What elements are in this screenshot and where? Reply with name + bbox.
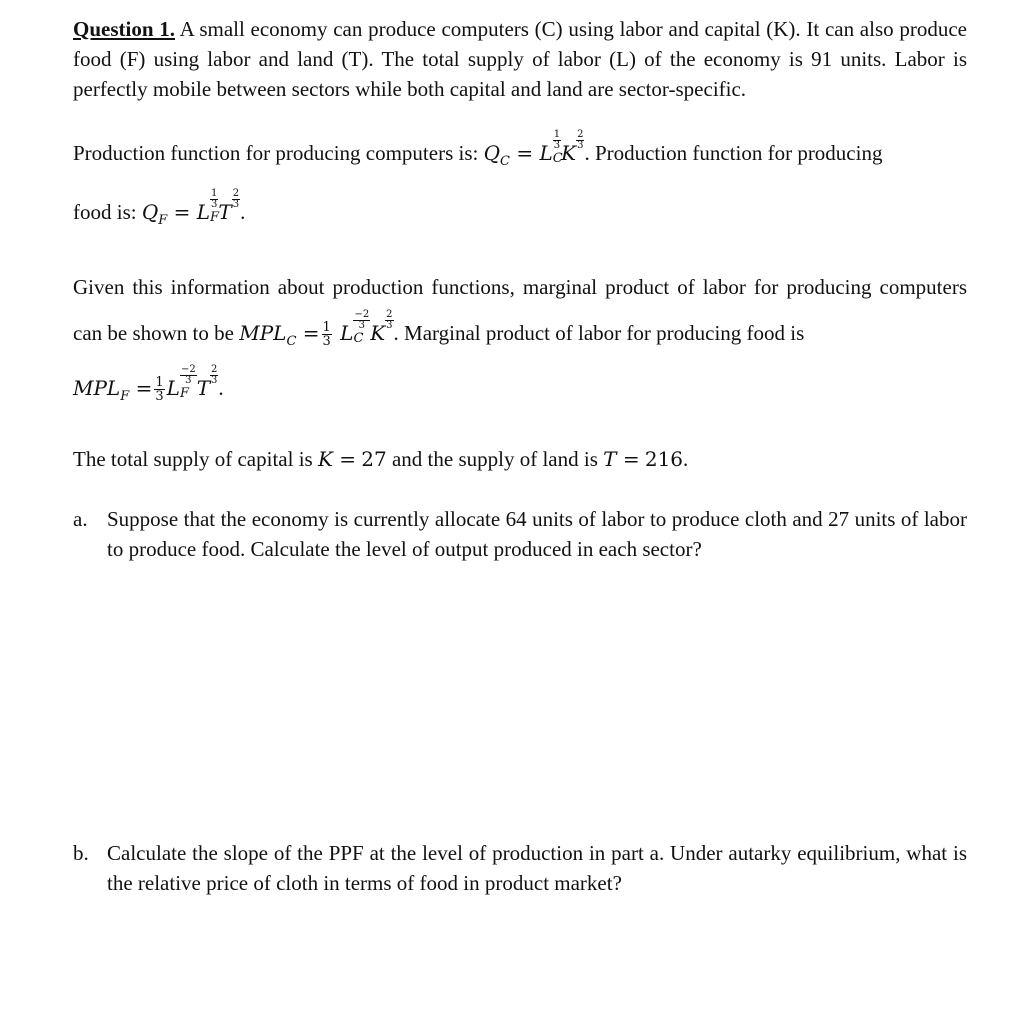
mpl-computers-prefix: computers can be shown to be [73,275,967,345]
supply-statement [73,444,967,474]
computers-production-prefix: Production function for producing computers is: [73,141,479,165]
mpl-line1: Given this information about production functions, marginal product of labor for producing [73,275,872,299]
food-production-formula: $Q_F = L$ F $\frac{1}{3}$ T $\frac{2}{3}$ [141,188,240,228]
supply-suffix: . [683,447,689,471]
computers-production-mid: . Production function for producing [584,141,883,165]
part-b-marker: b. [73,841,89,865]
production-functions [73,128,967,246]
land-value: 216 [644,447,684,471]
mpl-computers-suffix: . Marginal product of labor for producing food is [393,321,805,345]
part-a [73,504,967,564]
mpl-paragraph [73,264,967,420]
part-b [73,838,967,898]
question-intro [73,14,967,104]
mpl-computers-formula: $MPL_C$ = $\frac{1}{3}$ L C $\frac{-2}{3}$ K $\frac{2}{3}$ [239,309,393,349]
food-production-prefix: food is: [73,200,137,224]
capital-symbol: K = [317,447,357,471]
part-a-text: Suppose that the economy is currently allocate 64 units of labor to produce cloth and 27 units of labor to produce food. Calculate the level of output produced in each sector? [107,507,967,561]
question-intro-text: A small economy can produce computers (C) using labor and capital (K). It can also produce food (F) using labor and land (T). The total supply of labor (L) of the economy is 91 units. Labor is perfectly mobile between sectors while both capital and land are sector-specific. [73,17,967,101]
computers-production-formula: $Q_C = L$ C $\frac{1}{3}$ K $\frac{2}{3}$ [483,129,584,169]
mpl-food-formula: $MPL_F$ = $\frac{1}{3}$ L F $\frac{-2}{3}$ T $\frac{2}{3}$ [73,364,218,404]
part-b-text: Calculate the slope of the PPF at the level of production in part a. Under autarky equilibrium, what is the relative price of cloth in terms of food in product market? [107,841,967,895]
food-production-suffix: . [240,200,246,224]
supply-middle: and the supply of land is [391,447,598,471]
part-a-marker: a. [73,507,88,531]
capital-value: 27 [361,447,387,471]
land-symbol: T = [603,447,640,471]
question-title: Question 1. [73,17,175,41]
supply-prefix: The total supply of capital is [73,447,313,471]
document-page [73,14,967,898]
mpl-food-suffix: . [218,376,224,400]
